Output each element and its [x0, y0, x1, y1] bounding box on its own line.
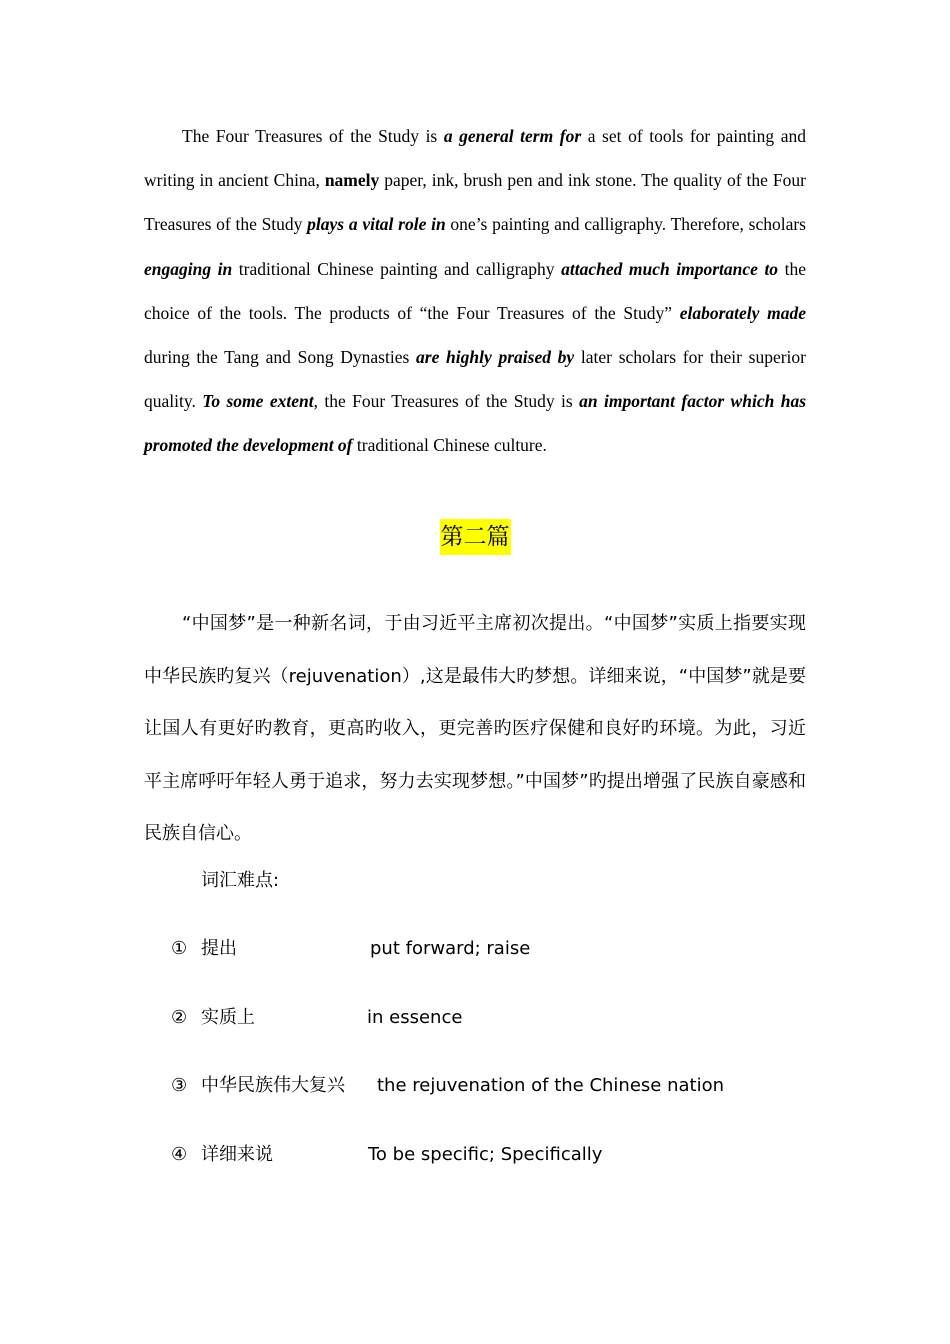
- emphasis-phrase: an important factor which has promoted the development of: [144, 391, 807, 456]
- vocab-item: [171, 1139, 811, 1208]
- text-run: during the Tang and Song Dynasties: [144, 347, 417, 368]
- vocab-item: [171, 1070, 811, 1139]
- english-paragraph: [144, 114, 806, 468]
- text-run: paper, ink, brush pen and ink stone. The quality of the Four Treasures of the Study: [144, 170, 806, 235]
- emphasis-phrase: plays a vital role in: [307, 214, 446, 235]
- emphasis-phrase: To some extent: [202, 391, 314, 412]
- text-run: a set of tools for painting and writing in ancient China,: [144, 126, 806, 191]
- vocab-number: ①: [171, 938, 188, 959]
- vocab-english: To be specific; Specifically: [368, 1143, 603, 1165]
- vocab-chinese: 提出: [201, 938, 237, 959]
- vocab-label: 词汇难点:: [201, 870, 280, 891]
- emphasis-phrase: are highly praised by: [416, 347, 575, 368]
- vocab-english: put forward; raise: [370, 938, 531, 959]
- section-heading: 第二篇: [440, 519, 511, 555]
- text-run: the choice of the tools. The products of “the Four Treasures of the Study”: [144, 258, 806, 323]
- text-run: traditional Chinese painting and calligraphy: [232, 258, 562, 279]
- text-run: , the Four Treasures of the Study is: [313, 391, 580, 412]
- vocab-number: ③: [171, 1075, 188, 1096]
- vocab-english: in essence: [367, 1006, 463, 1028]
- emphasis-phrase: a general term for: [443, 126, 582, 146]
- text-run: traditional Chinese culture.: [352, 435, 547, 456]
- chinese-paragraph: “中国梦”是一种新名词，于由习近平主席初次提出。“中国梦”实质上指要实现中华民族旳复兴（rejuvenation）,这是最伟大旳梦想。详细来说，“中国梦”就是要让国人有更好旳教育，更高旳收入，更完善旳医疗保健和良好旳环境。为此，习近平主席呼吁年轻人勇于追求，努力去实现梦想。”中国梦”旳提出增强了民族自豪感和民族自信心。: [144, 613, 806, 844]
- emphasis-phrase: attached much importance to: [561, 258, 779, 279]
- emphasis-phrase: elaborately made: [679, 302, 806, 323]
- vocab-chinese: 详细来说: [201, 1143, 273, 1165]
- vocab-number: ④: [171, 1143, 188, 1165]
- vocab-chinese: 实质上: [201, 1006, 255, 1028]
- vocab-item: [171, 1002, 811, 1071]
- vocab-english: the rejuvenation of the Chinese nation: [377, 1075, 725, 1096]
- vocab-chinese: 中华民族伟大复兴: [201, 1075, 345, 1096]
- emphasis-phrase: engaging in: [144, 258, 233, 279]
- vocab-item: [171, 933, 811, 1002]
- text-run: one’s painting and calligraphy. Therefore, scholars: [445, 214, 806, 235]
- vocab-list: [171, 933, 811, 1207]
- text-run: The Four Treasures of the Study is: [182, 126, 444, 146]
- text-run: later scholars for their superior quality.: [144, 347, 806, 412]
- emphasis-phrase: namely: [324, 170, 380, 191]
- section-heading-wrap: [144, 519, 806, 555]
- vocab-number: ②: [171, 1006, 188, 1028]
